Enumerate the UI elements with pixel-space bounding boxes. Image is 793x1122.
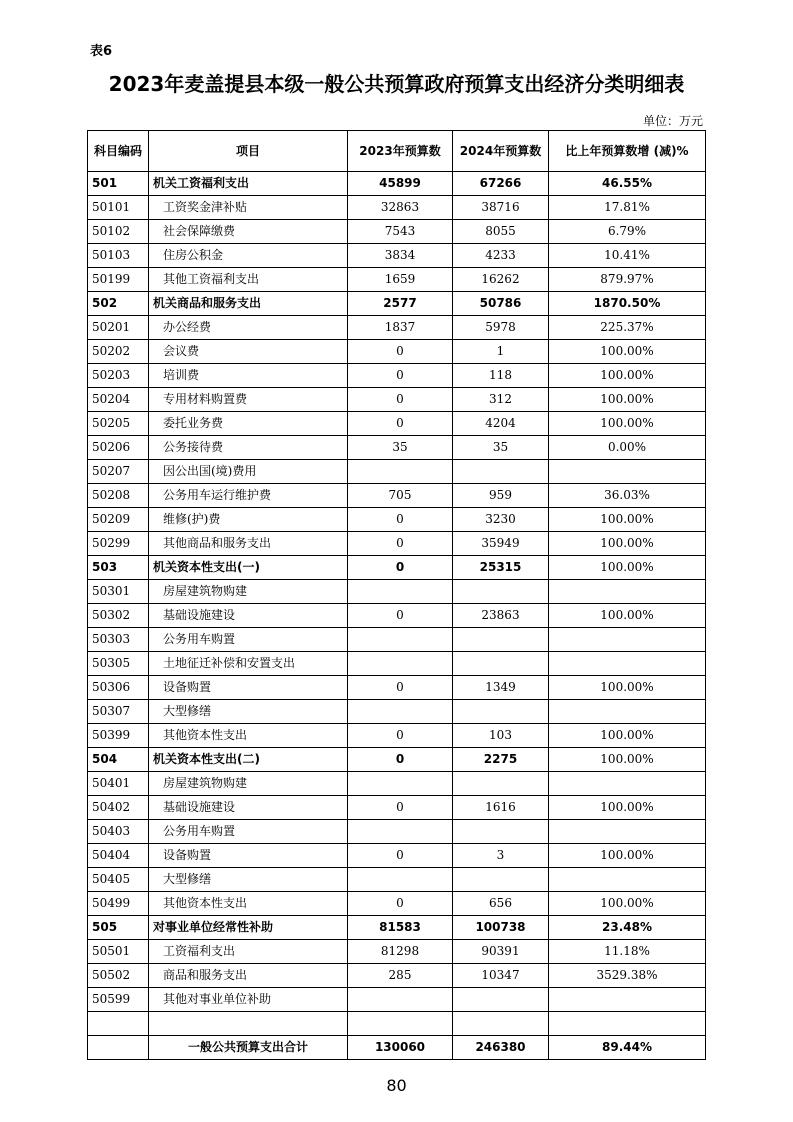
table-row	[88, 772, 706, 796]
table-row	[88, 940, 706, 964]
total-row	[88, 1036, 706, 1060]
row-change-value	[549, 700, 706, 724]
table-row	[88, 700, 706, 724]
row-change-value: 17.81%	[549, 196, 706, 220]
row-2024-value	[453, 652, 549, 676]
row-code: 50306	[88, 676, 149, 700]
table-row	[88, 1012, 706, 1036]
row-2023-value	[348, 1012, 453, 1036]
row-2023-value	[348, 868, 453, 892]
table-row	[88, 676, 706, 700]
row-item-name: 培训费	[149, 364, 348, 388]
table-row	[88, 244, 706, 268]
row-2023-value: 0	[348, 604, 453, 628]
row-2024-value: 67266	[453, 172, 549, 196]
row-code: 505	[88, 916, 149, 940]
row-2024-value: 35	[453, 436, 549, 460]
row-code: 50405	[88, 868, 149, 892]
row-item-name: 大型修缮	[149, 868, 348, 892]
row-code: 50208	[88, 484, 149, 508]
total-2024: 246380	[453, 1036, 549, 1060]
row-change-value: 23.48%	[549, 916, 706, 940]
row-2024-value: 1349	[453, 676, 549, 700]
row-change-value: 100.00%	[549, 388, 706, 412]
row-change-value: 100.00%	[549, 796, 706, 820]
row-2024-value: 4204	[453, 412, 549, 436]
row-2023-value: 0	[348, 676, 453, 700]
table-row	[88, 844, 706, 868]
row-2024-value: 8055	[453, 220, 549, 244]
row-2023-value: 2577	[348, 292, 453, 316]
row-2023-value: 0	[348, 532, 453, 556]
row-code: 50203	[88, 364, 149, 388]
row-item-name: 委托业务费	[149, 412, 348, 436]
row-item-name: 机关资本性支出(二)	[149, 748, 348, 772]
table-row	[88, 556, 706, 580]
table-row	[88, 724, 706, 748]
row-2024-value	[453, 628, 549, 652]
row-change-value: 11.18%	[549, 940, 706, 964]
total-2023: 130060	[348, 1036, 453, 1060]
row-item-name: 房屋建筑物购建	[149, 772, 348, 796]
row-2024-value: 25315	[453, 556, 549, 580]
row-2023-value: 7543	[348, 220, 453, 244]
row-change-value	[549, 868, 706, 892]
row-code: 503	[88, 556, 149, 580]
row-item-name: 设备购置	[149, 676, 348, 700]
row-2024-value: 118	[453, 364, 549, 388]
table-row	[88, 628, 706, 652]
row-2023-value: 81583	[348, 916, 453, 940]
row-change-value: 100.00%	[549, 748, 706, 772]
row-2023-value: 0	[348, 508, 453, 532]
row-2023-value: 0	[348, 412, 453, 436]
table-row	[88, 484, 706, 508]
row-code: 50501	[88, 940, 149, 964]
row-2023-value	[348, 700, 453, 724]
row-2024-value: 4233	[453, 244, 549, 268]
row-2023-value: 0	[348, 796, 453, 820]
row-item-name: 设备购置	[149, 844, 348, 868]
unit-label: 单位：万元	[642, 114, 703, 128]
row-code: 50305	[88, 652, 149, 676]
row-code: 502	[88, 292, 149, 316]
row-item-name: 办公经费	[149, 316, 348, 340]
row-2023-value	[348, 652, 453, 676]
row-code: 50209	[88, 508, 149, 532]
row-item-name: 其他商品和服务支出	[149, 532, 348, 556]
row-item-name: 会议费	[149, 340, 348, 364]
row-2024-value: 3	[453, 844, 549, 868]
table-row	[88, 652, 706, 676]
table-row	[88, 532, 706, 556]
row-2024-value: 23863	[453, 604, 549, 628]
row-2023-value: 1659	[348, 268, 453, 292]
row-item-name: 住房公积金	[149, 244, 348, 268]
header-2024: 2024年预算数	[453, 131, 549, 172]
row-item-name: 机关商品和服务支出	[149, 292, 348, 316]
row-change-value: 225.37%	[549, 316, 706, 340]
row-item-name: 工资福利支出	[149, 940, 348, 964]
row-2023-value	[348, 628, 453, 652]
row-change-value: 100.00%	[549, 532, 706, 556]
row-2023-value: 81298	[348, 940, 453, 964]
table-row	[88, 412, 706, 436]
row-2024-value: 312	[453, 388, 549, 412]
table-row	[88, 364, 706, 388]
row-change-value: 1870.50%	[549, 292, 706, 316]
row-code: 50206	[88, 436, 149, 460]
row-change-value: 10.41%	[549, 244, 706, 268]
row-change-value	[549, 460, 706, 484]
row-2023-value: 0	[348, 556, 453, 580]
row-change-value: 100.00%	[549, 844, 706, 868]
row-code: 50102	[88, 220, 149, 244]
row-2024-value	[453, 820, 549, 844]
row-change-value: 36.03%	[549, 484, 706, 508]
table-row	[88, 508, 706, 532]
row-change-value	[549, 772, 706, 796]
row-code: 50103	[88, 244, 149, 268]
row-2024-value: 100738	[453, 916, 549, 940]
row-code: 50502	[88, 964, 149, 988]
row-item-name: 因公出国(境)费用	[149, 460, 348, 484]
row-2023-value: 285	[348, 964, 453, 988]
row-2023-value: 0	[348, 748, 453, 772]
row-item-name: 工资奖金津补贴	[149, 196, 348, 220]
row-item-name: 机关工资福利支出	[149, 172, 348, 196]
row-change-value: 100.00%	[549, 412, 706, 436]
row-2024-value	[453, 580, 549, 604]
row-item-name: 公务用车购置	[149, 820, 348, 844]
table-row	[88, 268, 706, 292]
row-change-value: 0.00%	[549, 436, 706, 460]
row-2024-value: 38716	[453, 196, 549, 220]
budget-table	[87, 130, 706, 1060]
row-2024-value	[453, 460, 549, 484]
table-row	[88, 292, 706, 316]
table-row	[88, 964, 706, 988]
table-row	[88, 196, 706, 220]
header-item: 项目	[149, 131, 348, 172]
row-2023-value: 3834	[348, 244, 453, 268]
row-change-value	[549, 820, 706, 844]
row-2024-value: 35949	[453, 532, 549, 556]
row-2024-value: 1616	[453, 796, 549, 820]
row-code: 50399	[88, 724, 149, 748]
row-2023-value: 45899	[348, 172, 453, 196]
row-2023-value: 705	[348, 484, 453, 508]
row-item-name: 其他资本性支出	[149, 892, 348, 916]
row-item-name: 基础设施建设	[149, 604, 348, 628]
row-change-value: 100.00%	[549, 508, 706, 532]
row-2024-value: 3230	[453, 508, 549, 532]
table-row	[88, 916, 706, 940]
table-row	[88, 892, 706, 916]
table-row	[88, 316, 706, 340]
table-body	[88, 172, 706, 1036]
row-item-name: 公务用车购置	[149, 628, 348, 652]
row-2023-value: 0	[348, 844, 453, 868]
row-item-name: 对事业单位经常性补助	[149, 916, 348, 940]
table-row	[88, 820, 706, 844]
row-code: 50404	[88, 844, 149, 868]
row-item-name: 房屋建筑物购建	[149, 580, 348, 604]
table-row	[88, 796, 706, 820]
row-item-name: 社会保障缴费	[149, 220, 348, 244]
row-2024-value	[453, 772, 549, 796]
table-row	[88, 436, 706, 460]
table-row	[88, 580, 706, 604]
row-code: 50403	[88, 820, 149, 844]
row-2023-value	[348, 772, 453, 796]
row-2024-value: 5978	[453, 316, 549, 340]
table-row	[88, 388, 706, 412]
row-item-name: 土地征迁补偿和安置支出	[149, 652, 348, 676]
row-2023-value: 32863	[348, 196, 453, 220]
row-code: 501	[88, 172, 149, 196]
row-2023-value	[348, 580, 453, 604]
row-2023-value: 1837	[348, 316, 453, 340]
row-item-name: 基础设施建设	[149, 796, 348, 820]
table-label: 表6	[90, 44, 113, 59]
row-change-value	[549, 988, 706, 1012]
row-code: 50202	[88, 340, 149, 364]
row-item-name: 维修(护)费	[149, 508, 348, 532]
row-change-value: 6.79%	[549, 220, 706, 244]
row-item-name: 大型修缮	[149, 700, 348, 724]
row-item-name: 公务用车运行维护费	[149, 484, 348, 508]
row-code: 50401	[88, 772, 149, 796]
row-2023-value	[348, 820, 453, 844]
table-row	[88, 988, 706, 1012]
row-code: 504	[88, 748, 149, 772]
row-code: 50201	[88, 316, 149, 340]
header-change: 比上年预算数增 (减)%	[549, 131, 706, 172]
row-2023-value: 0	[348, 724, 453, 748]
row-change-value: 46.55%	[549, 172, 706, 196]
row-2024-value: 90391	[453, 940, 549, 964]
row-item-name: 其他对事业单位补助	[149, 988, 348, 1012]
row-2023-value: 35	[348, 436, 453, 460]
row-code: 50307	[88, 700, 149, 724]
row-change-value: 100.00%	[549, 676, 706, 700]
total-label: 一般公共预算支出合计	[149, 1036, 348, 1060]
row-2023-value: 0	[348, 364, 453, 388]
row-code: 50299	[88, 532, 149, 556]
table-row	[88, 460, 706, 484]
table-header-row	[88, 131, 706, 172]
row-code: 50301	[88, 580, 149, 604]
row-2024-value	[453, 868, 549, 892]
row-2024-value: 959	[453, 484, 549, 508]
row-code: 50402	[88, 796, 149, 820]
row-code: 50101	[88, 196, 149, 220]
page-title: 2023年麦盖提县本级一般公共预算政府预算支出经济分类明细表	[108, 72, 685, 96]
row-change-value: 100.00%	[549, 604, 706, 628]
row-2023-value: 0	[348, 892, 453, 916]
row-2024-value	[453, 1012, 549, 1036]
row-code: 50207	[88, 460, 149, 484]
row-item-name: 其他资本性支出	[149, 724, 348, 748]
row-2024-value: 656	[453, 892, 549, 916]
row-change-value	[549, 628, 706, 652]
row-change-value: 100.00%	[549, 724, 706, 748]
row-code: 50199	[88, 268, 149, 292]
row-item-name	[149, 1012, 348, 1036]
row-2024-value: 2275	[453, 748, 549, 772]
table-row	[88, 220, 706, 244]
total-code	[88, 1036, 149, 1060]
row-2023-value: 0	[348, 340, 453, 364]
row-code: 50303	[88, 628, 149, 652]
row-2024-value: 10347	[453, 964, 549, 988]
table-row	[88, 748, 706, 772]
row-code: 50205	[88, 412, 149, 436]
row-code	[88, 1012, 149, 1036]
row-2024-value: 50786	[453, 292, 549, 316]
table-row	[88, 868, 706, 892]
row-2024-value	[453, 700, 549, 724]
row-change-value: 3529.38%	[549, 964, 706, 988]
row-2023-value	[348, 988, 453, 1012]
row-item-name: 专用材料购置费	[149, 388, 348, 412]
table-row	[88, 172, 706, 196]
table-row	[88, 340, 706, 364]
row-change-value	[549, 580, 706, 604]
row-2024-value: 1	[453, 340, 549, 364]
page-number: 80	[386, 1076, 407, 1095]
row-change-value	[549, 1012, 706, 1036]
row-change-value: 100.00%	[549, 364, 706, 388]
row-2024-value	[453, 988, 549, 1012]
row-2024-value: 103	[453, 724, 549, 748]
total-change: 89.44%	[549, 1036, 706, 1060]
row-code: 50302	[88, 604, 149, 628]
row-change-value	[549, 652, 706, 676]
table-row	[88, 604, 706, 628]
row-item-name: 商品和服务支出	[149, 964, 348, 988]
row-code: 50599	[88, 988, 149, 1012]
row-item-name: 其他工资福利支出	[149, 268, 348, 292]
row-item-name: 机关资本性支出(一)	[149, 556, 348, 580]
row-2024-value: 16262	[453, 268, 549, 292]
row-item-name: 公务接待费	[149, 436, 348, 460]
row-change-value: 100.00%	[549, 556, 706, 580]
row-2023-value: 0	[348, 388, 453, 412]
header-2023: 2023年预算数	[348, 131, 453, 172]
row-change-value: 879.97%	[549, 268, 706, 292]
row-code: 50499	[88, 892, 149, 916]
row-change-value: 100.00%	[549, 340, 706, 364]
row-code: 50204	[88, 388, 149, 412]
row-2023-value	[348, 460, 453, 484]
row-change-value: 100.00%	[549, 892, 706, 916]
header-code: 科目编码	[88, 131, 149, 172]
